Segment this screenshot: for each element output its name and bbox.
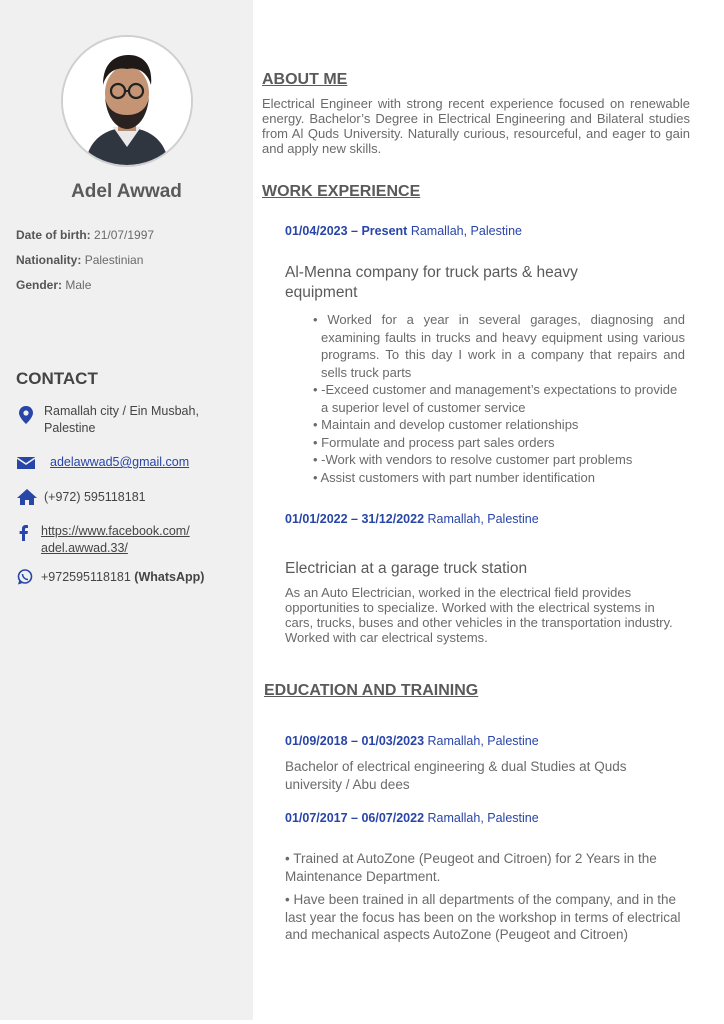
- edu1-location: Ramallah, Palestine: [427, 734, 539, 748]
- gender-label: Gender:: [16, 278, 63, 292]
- contact-facebook[interactable]: [41, 523, 241, 557]
- list-item: • -Exceed customer and management’s expectations to provide a superior level of customer service: [313, 382, 678, 415]
- job1-company-line-2: equipment: [285, 284, 358, 301]
- list-item: • Maintain and develop customer relationships: [313, 417, 579, 432]
- edu2-location: Ramallah, Palestine: [427, 811, 539, 825]
- person-photo-icon: [63, 37, 191, 165]
- job2-title: Electrician at a garage truck station: [285, 560, 528, 577]
- address-line-1: Ramallah city / Ein Musbah,: [44, 404, 199, 418]
- job2-description: As an Auto Electrician, worked in the electrical field provides opportunities to specialize. Worked with the electrical systems in cars, trucks, buses and other vehicles in the transportation industry. Worked with car electrical systems.: [285, 585, 673, 645]
- job1-bullet-list: [295, 311, 685, 486]
- gender: [16, 278, 91, 292]
- contact-whatsapp: [41, 569, 251, 586]
- list-item: • Formulate and process part sales orders: [313, 434, 555, 450]
- nationality: [16, 253, 143, 267]
- job1-dates: [285, 224, 522, 238]
- date-of-birth: [16, 228, 154, 242]
- edu2-text-1: • Trained at AutoZone (Peugeot and Citroen) for 2 Years in the Maintenance Department.: [285, 851, 657, 884]
- profile-name: Adel Awwad: [71, 181, 182, 202]
- contact-address: [44, 403, 244, 437]
- address-line-2: Palestine: [44, 421, 96, 435]
- sidebar: [0, 0, 253, 1020]
- whatsapp-number: +972595118181: [41, 570, 131, 584]
- location-pin-icon: [16, 405, 36, 423]
- education-heading: EDUCATION AND TRAINING: [264, 682, 479, 699]
- edu1-description: Bachelor of electrical engineering & dual Studies at Quds university / Abu dees: [285, 759, 627, 792]
- job1-date-range: 01/04/2023 – Present: [285, 224, 408, 238]
- nationality-value: Palestinian: [84, 253, 144, 267]
- job1-location: Ramallah, Palestine: [410, 224, 522, 238]
- edu2-dates: [285, 811, 539, 825]
- whatsapp-label: (WhatsApp): [134, 570, 205, 584]
- edu2-date-range: 01/07/2017 – 06/07/2022: [285, 811, 425, 825]
- dob-value: 21/07/1997: [94, 228, 155, 242]
- dob-label: Date of birth:: [16, 228, 91, 242]
- list-item: • Worked for a year in several garages, diagnosing and examining faults in trucks and heavy equipment using various programs. To this day I work in a company that repairs and sells truck parts: [313, 312, 685, 380]
- whatsapp-icon: [16, 568, 36, 586]
- about-text: Electrical Engineer with strong recent experience focused on renewable energy. Bachelor’s Degree in Electrical Engineering and Bilateral studies from Al Quds University. Naturally curious, resourceful, and eager to gain and apply new skills.: [262, 96, 690, 156]
- job1-company-line-1: Al-Menna company for truck parts & heavy: [285, 264, 578, 281]
- edu1-dates: [285, 734, 539, 748]
- edu2-text-2: • Have been trained in all departments of the company, and in the last year the focus has been on the workshop in terms of electrical and mechanical aspects AutoZone (Peugeot and Citroen): [285, 892, 681, 942]
- job2-location: Ramallah, Palestine: [427, 512, 539, 526]
- nationality-label: Nationality:: [16, 253, 82, 267]
- profile-photo: [61, 35, 193, 167]
- job2-dates: [285, 512, 539, 526]
- job1-company: [285, 263, 578, 303]
- facebook-icon: [16, 524, 36, 542]
- home-icon: [16, 488, 36, 506]
- edu1-date-range: 01/09/2018 – 01/03/2023: [285, 734, 425, 748]
- list-item: • Assist customers with part number identification: [313, 469, 596, 485]
- work-experience-heading: WORK EXPERIENCE: [262, 183, 421, 200]
- contact-phone: (+972) 595118181: [44, 490, 146, 504]
- list-item: • -Work with vendors to resolve customer part problems: [313, 452, 633, 467]
- contact-heading: CONTACT: [16, 369, 98, 388]
- about-heading: ABOUT ME: [262, 71, 348, 88]
- envelope-icon: [16, 455, 36, 473]
- contact-email[interactable]: [50, 454, 250, 471]
- email-link[interactable]: adelawwad5@gmail.com: [50, 455, 190, 469]
- facebook-link-line-1[interactable]: https://www.facebook.com/: [41, 524, 190, 538]
- job2-date-range: 01/01/2022 – 31/12/2022: [285, 512, 425, 526]
- facebook-link-line-2[interactable]: adel.awwad.33/: [41, 541, 128, 555]
- gender-value: Male: [65, 278, 92, 292]
